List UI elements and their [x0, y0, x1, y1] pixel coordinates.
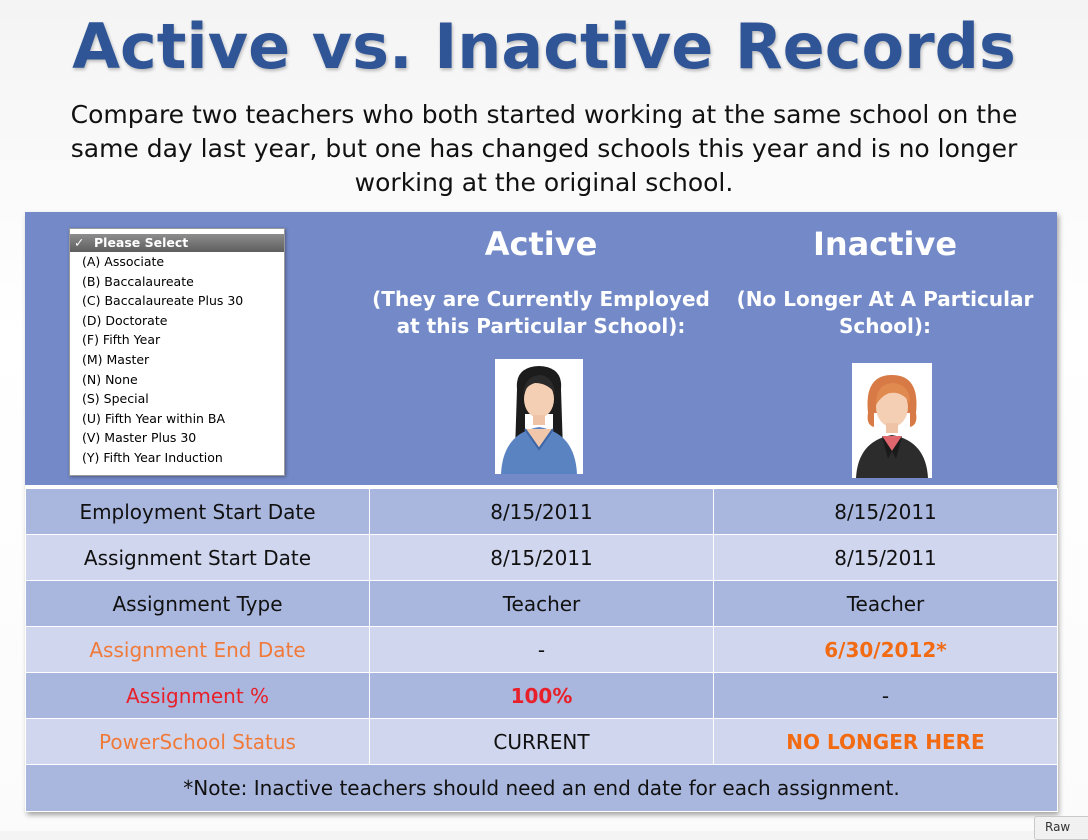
active-value: - [370, 627, 714, 673]
inactive-title: Inactive [812, 225, 958, 263]
dropdown-option[interactable]: (F) Fifth Year [82, 332, 161, 348]
row-label: Assignment % [26, 673, 370, 719]
dropdown-option[interactable]: (B) Baccalaureate [82, 273, 194, 289]
dropdown-option[interactable]: (A) Associate [82, 254, 165, 269]
dropdown-selected-option[interactable]: ✓ Please Select [70, 234, 284, 252]
active-column-header [369, 224, 713, 340]
note-row [26, 765, 1058, 812]
active-desc-line1: (They are Currently Employed [372, 287, 710, 311]
female-avatar-dark-hair-icon [495, 359, 583, 474]
female-avatar-red-hair-icon [852, 363, 932, 478]
inactive-value: Teacher [714, 581, 1058, 627]
active-desc-line2: at this Particular School): [396, 314, 686, 338]
dropdown-option[interactable]: (Y) Fifth Year Induction [82, 449, 223, 465]
page-title: Active vs. Inactive Records [72, 10, 1016, 83]
checkmark-icon: ✓ [74, 235, 85, 250]
dropdown-option[interactable]: (V) Master Plus 30 [82, 430, 197, 446]
degree-dropdown-list[interactable] [69, 228, 285, 476]
inactive-value: - [714, 673, 1058, 719]
inactive-value: 8/15/2011 [714, 535, 1058, 581]
row-label: Assignment End Date [26, 627, 370, 673]
active-value: 8/15/2011 [370, 535, 714, 581]
row-label: Assignment Type [26, 581, 370, 627]
note-text: *Note: Inactive teachers should need an end date for each assignment. [26, 765, 1058, 812]
inactive-value: 6/30/2012* [714, 627, 1058, 673]
inactive-value: 8/15/2011 [714, 489, 1058, 535]
table-row [26, 535, 1058, 581]
dropdown-option[interactable]: (U) Fifth Year within BA [82, 410, 226, 426]
dropdown-option[interactable]: (S) Special [82, 391, 149, 407]
inactive-desc-line2: School): [839, 314, 931, 338]
inactive-desc-line1: (No Longer At A Particular [736, 287, 1034, 311]
row-label: Employment Start Date [26, 489, 370, 535]
comparison-panel [25, 212, 1057, 812]
table-row [26, 673, 1058, 719]
page-subtitle: Compare two teachers who both started working at the same school on the same day last year, but one has changed schools this year and is no longer working at the original school. [70, 100, 1018, 197]
active-value: CURRENT [370, 719, 714, 765]
table-row [26, 581, 1058, 627]
dropdown-option[interactable]: (N) None [82, 371, 138, 387]
row-label: PowerSchool Status [26, 719, 370, 765]
table-row [26, 627, 1058, 673]
active-value: 100% [370, 673, 714, 719]
row-label: Assignment Start Date [26, 535, 370, 581]
inactive-value: NO LONGER HERE [714, 719, 1058, 765]
dropdown-option[interactable]: (D) Doctorate [82, 312, 168, 328]
table-row [26, 489, 1058, 535]
active-value: 8/15/2011 [370, 489, 714, 535]
dropdown-option[interactable]: (C) Baccalaureate Plus 30 [82, 293, 244, 309]
inactive-column-header [713, 224, 1057, 340]
comparison-table [25, 488, 1058, 812]
active-value: Teacher [370, 581, 714, 627]
dropdown-option[interactable]: (M) Master [82, 351, 150, 367]
table-row [26, 719, 1058, 765]
active-title: Active [484, 225, 598, 263]
raw-button[interactable]: Raw [1034, 816, 1088, 840]
